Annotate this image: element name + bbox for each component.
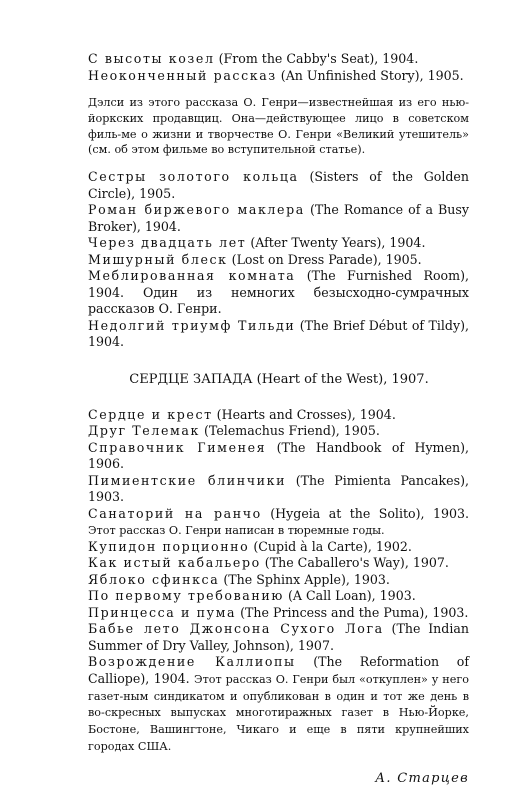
entry <box>88 202 469 235</box>
story-details: (The Brief Début of Tildy), 1904. <box>88 317 469 350</box>
author-signature: А. Старцев <box>375 771 469 787</box>
story-details: (The Pimienta Pancakes), 1903. <box>88 472 469 505</box>
story-title: Сердце и крест <box>88 406 213 422</box>
entry <box>88 268 469 318</box>
story-note: Этот рассказ О. Генри был «откуплен» у него газет-ным синдикатом и опубликован в один и тот же день в во-скресных выпусках многотиражных газет в Нью-Йорке, Бостоне, Вашингтоне, Чикаго и еще в пяти крупнейших городах США. <box>88 672 469 753</box>
entry <box>88 68 469 159</box>
story-details: (Sisters of the Golden Circle), 1905. <box>88 169 469 201</box>
story-details: (The Handbook of Hymen), 1906. <box>88 439 469 472</box>
story-title: Сестры золотого кольца <box>88 169 299 185</box>
story-title: С высоты козел <box>88 51 215 66</box>
entry <box>88 318 469 351</box>
entry <box>88 605 469 622</box>
story-details: (After Twenty Years), 1904. <box>246 235 426 251</box>
story-title: Меблированная комната <box>88 268 296 284</box>
story-title: Через двадцать лет <box>88 235 247 251</box>
story-title: Роман биржевого маклера <box>88 202 305 218</box>
story-details: (The Princess and the Puma), 1903. <box>236 604 469 620</box>
story-title: Справочник Гименея <box>88 439 267 455</box>
story-note: Дэлси из этого рассказа О. Генри—известнейшая из его нью-йоркских продавщиц. Она—действующее лицо в советском филь-ме о жизни и творчестве О. Генри «Великий утешитель» (см. об этом фильме во вступительной статье). <box>88 96 469 157</box>
story-note: Этот рассказ О. Генри написан в тюремные годы. <box>88 524 385 538</box>
entry <box>88 169 469 202</box>
story-title: Бабье лето Джонсона Сухого Лога <box>88 621 384 637</box>
entry <box>88 473 469 506</box>
story-details: (Cupid à la Carte), 1902. <box>249 538 412 554</box>
story-title: Принцесса и пума <box>88 604 237 620</box>
story-title: Пимиентские блинчики <box>88 472 287 488</box>
entry <box>88 539 469 556</box>
entry <box>88 654 469 754</box>
entry <box>88 588 469 605</box>
story-title: Яблоко сфинкса <box>88 571 220 587</box>
story-details: (Telemachus Friend), 1905. <box>200 423 380 439</box>
story-details: (Lost on Dress Parade), 1905. <box>227 251 422 267</box>
story-details: (A Call Loan), 1903. <box>283 588 416 604</box>
story-details: (Hygeia at the Solito), 1903. <box>261 505 470 521</box>
entry <box>88 621 469 654</box>
story-title: Купидон порционно <box>88 538 250 554</box>
entry <box>88 423 469 440</box>
entry <box>88 572 469 589</box>
story-details: (The Sphinx Apple), 1903. <box>219 571 390 587</box>
entry <box>88 407 469 424</box>
story-details: (Hearts and Crosses), 1904. <box>212 406 396 422</box>
story-details: (From the Cabby's Seat), 1904. <box>214 51 419 66</box>
section-heading: СЕРДЦЕ ЗАПАДА (Heart of the West), 1907. <box>129 371 429 387</box>
story-title: Друг Телемак <box>88 423 200 439</box>
story-title: Возрождение Каллиопы <box>88 654 296 670</box>
story-details: (The Reformation of Calliope), 1904. <box>88 654 469 686</box>
entry <box>88 51 469 68</box>
entry <box>88 555 469 572</box>
story-details: (The Furnished Room), 1904. Один из немногих безысходно-сумрачных рассказов О. Генри. <box>88 268 469 317</box>
entry <box>88 235 469 252</box>
story-details: (An Unfinished Story), 1905. <box>276 67 464 83</box>
story-title: По первому требованию <box>88 588 284 604</box>
text-column <box>89 51 469 786</box>
story-title: Санаторий на ранчо <box>88 505 262 521</box>
story-details: (The Romance of a Busy Broker), 1904. <box>88 202 469 234</box>
story-title: Недолгий триумф Тильди <box>88 317 296 333</box>
story-title: Мишурный блеск <box>88 251 228 267</box>
entry <box>88 506 469 539</box>
entry <box>88 252 469 269</box>
story-details: (The Indian Summer of Dry Valley, Johnson), 1907. <box>88 621 469 653</box>
story-title: Неоконченный рассказ <box>88 67 277 83</box>
story-title: Как истый кабальеро <box>88 555 261 571</box>
entry <box>88 440 469 473</box>
story-details: (The Caballero's Way), 1907. <box>260 555 449 571</box>
